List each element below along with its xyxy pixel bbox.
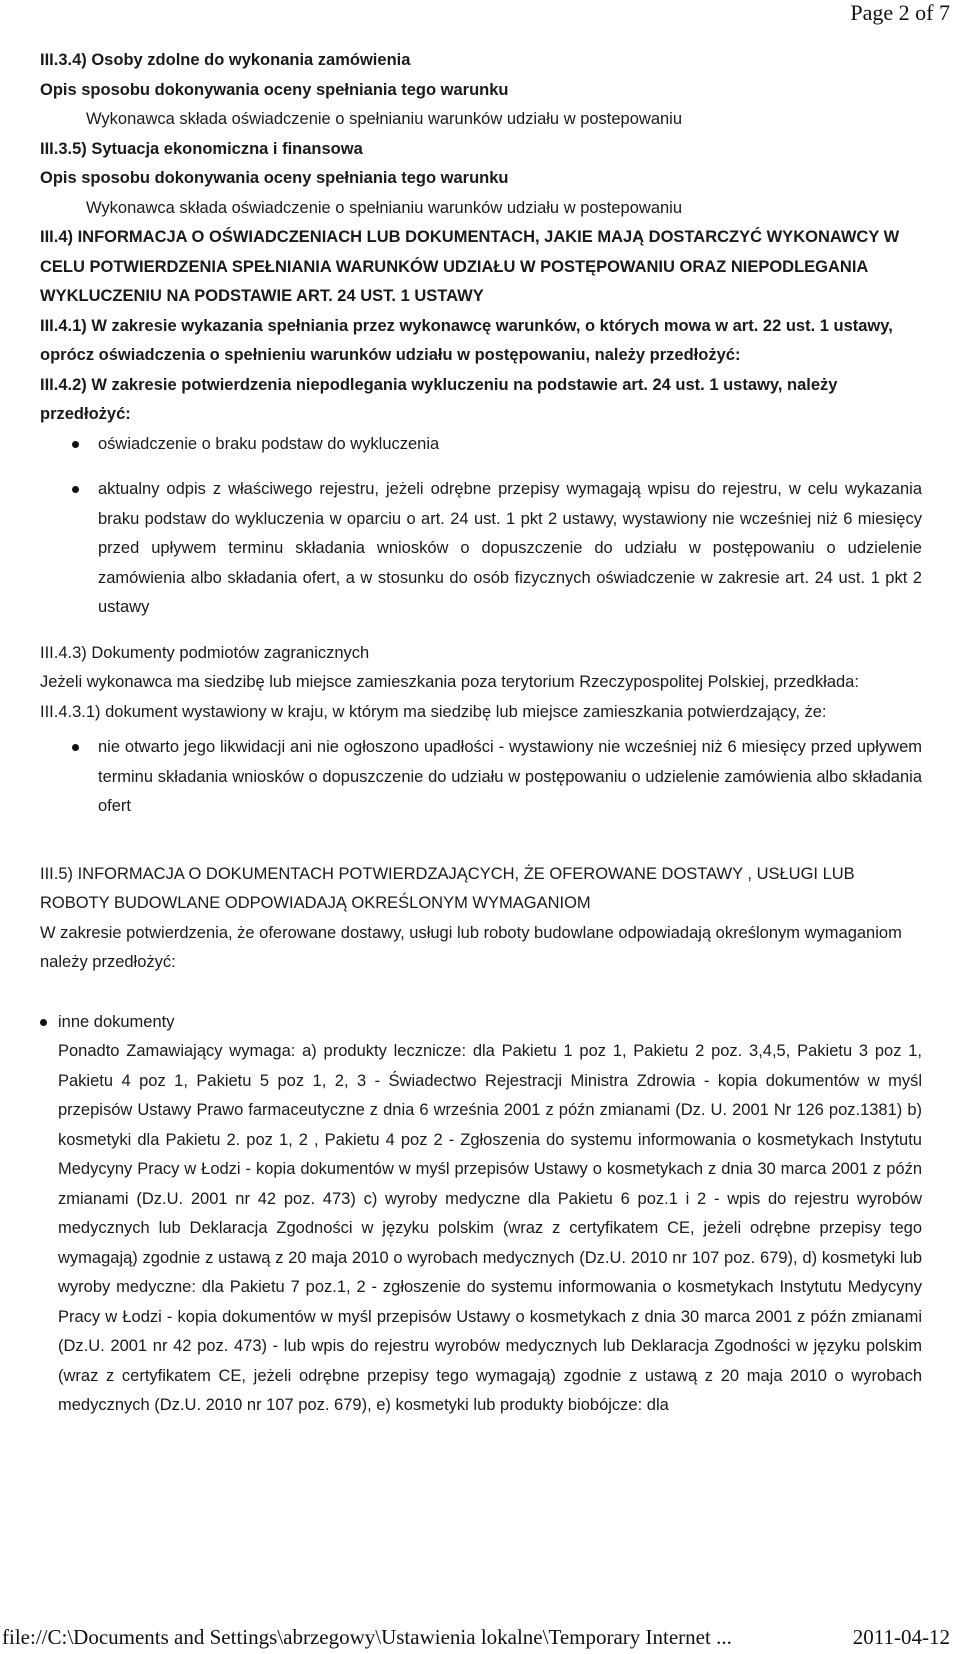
list-spacer — [40, 459, 922, 475]
subsection-iii-4-3-1-text: III.4.3.1) dokument wystawiony w kraju, w którym ma siedzibę lub miejsce zamieszkania potwierdzający, że: — [40, 702, 827, 721]
spacer — [40, 822, 922, 860]
section-subtitle-iii-3-4: Opis sposobu dokonywania oceny spełniania tego warunku — [40, 80, 509, 99]
list-item-text: Ponadto Zamawiający wymaga: a) produkty lecznicze: dla Pakietu 1 poz 1, Pakietu 2 poz. 3,4,5, Pakietu 3 poz 1, Pakietu 4 poz 1, Pakietu 5 poz 1, 2, 3 - Świadectwo Rejestracji Ministra Zdrowia - kopia dokumentów w myśl przepisów Ustawy Prawo farmaceutyczne z dnia 6 września 2001 z późn zmianami (Dz. U. 2001 Nr 126 poz.1381) b) kosmetyki dla Pakietu 2. poz 1, 2 , Pakietu 4 poz 2 - Zgłoszenia do systemu informowania o kosmetykach Instytutu Medycyny Pracy w Łodzi - kopia dokumentów w myśl przepisów Ustawy o kosmetykach z dnia 30 marca 2001 z późn zmianami (Dz.U. 2001 nr 42 poz. 473) c) wyroby medyczne dla Pakietu 6 poz.1 i 2 - wpis do rejestru wyrobów medycznych lub Deklaracja Zgodności w języku polskim (wraz z certyfikatem CE, jeżeli odrębne przepisy tego wymagają) zgodnie z ustawą z 20 maja 2010 o wyrobach medycznych (Dz.U. 2010 nr 107 poz. 679), d) kosmetyki lub wyroby medyczne: dla Pakietu 7 poz.1, 2 - zgłoszenie do systemu informowania o kosmetykach Instytutu Medycyny Pracy w Łodzi - kopia dokumentów w myśl przepisów Ustawy o kosmetykach z dnia 30 marca 2001 z późn zmianami (Dz.U. 2001 nr 42 poz. 473) - lub wpis do rejestru wyrobów medycznych lub Deklaracja Zgodności w języku polskim (wraz z certyfikatem CE, jeżeli odrębne przepisy tego wymagają) zgodnie z ustawą z 20 maja 2010 o wyrobach medycznych (Dz.U. 2010 nr 107 poz. 679), e) kosmetyki lub produkty biobójcze: dla — [58, 1042, 922, 1414]
list-iii-4-3-1 — [40, 733, 922, 822]
list-item: aktualny odpis z właściwego rejestru, jeżeli odrębne przepisy wymagają wpisu do rejestru, w celu wykazania braku podstaw do wykluczenia w oparciu o art. 24 ust. 1 pkt 2 ustawy, wystawiony nie wcześniej niż 6 miesięcy przed upływem terminu składania wniosków o dopuszczenie do udziału w postępowaniu o udzielenie zamówienia albo składania ofert, a w stosunku do osób fizycznych oświadczenie w zakresie art. 24 ust. 1 pkt 2 ustawy — [40, 475, 922, 623]
footer-date: 2011-04-12 — [852, 1625, 950, 1649]
subsection-iii-4-3-title: III.4.3) Dokumenty podmiotów zagranicznych — [40, 643, 370, 662]
list-item-label: inne dokumenty — [58, 1012, 175, 1031]
subsection-iii-4-1: III.4.1) W zakresie wykazania spełniania przez wykonawcę warunków, o których mowa w art. 22 ust. 1 ustawy, oprócz oświadczenia o spełnieniu warunków udziału w postępowaniu, należy przedłożyć: — [40, 316, 893, 364]
section-text-iii-3-4: Wykonawca składa oświadczenie o spełnianiu warunków udziału w postepowaniu — [86, 110, 683, 128]
subsection-iii-4-3-text: Jeżeli wykonawca ma siedzibę lub miejsce zamieszkania poza terytorium Rzeczypospolitej Polskiej, przedkłada: — [40, 673, 859, 691]
spacer — [40, 623, 922, 639]
footer-file-path: file://C:\Documents and Settings\abrzegowy\Ustawienia lokalne\Temporary Internet ... — [2, 1625, 732, 1649]
section-subtitle-iii-3-5: Opis sposobu dokonywania oceny spełniania tego warunku — [40, 169, 509, 187]
section-title-iii-5: III.5) INFORMACJA O DOKUMENTACH POTWIERDZAJĄCYCH, ŻE OFEROWANE DOSTAWY , USŁUGI LUB ROBOTY BUDOWLANE ODPOWIADAJĄ OKREŚLONYM WYMAGANIOM — [40, 864, 855, 912]
section-title-iii-3-5: III.3.5) Sytuacja ekonomiczna i finansowa — [40, 139, 363, 158]
section-text-iii-3-5: Wykonawca składa oświadczenie o spełnianiu warunków udziału w postepowaniu — [86, 198, 683, 217]
subsection-iii-4-2: III.4.2) W zakresie potwierdzenia niepodlegania wykluczeniu na podstawie art. 24 ust. 1 ustawy, należy przedłożyć: — [40, 375, 838, 423]
page-number: Page 2 of 7 — [850, 0, 950, 25]
list-item: oświadczenie o braku podstaw do wykluczenia — [40, 430, 922, 460]
list-item: nie otwarto jego likwidacji ani nie ogłoszono upadłości - wystawiony nie wcześniej niż 6 miesięcy przed upływem terminu składania wniosków o dopuszczenie do udziału w postępowaniu o udzielenie zamówienia albo składania ofert — [40, 733, 922, 822]
bullet-icon — [40, 1019, 47, 1026]
list-item — [40, 1008, 922, 1421]
spacer — [40, 978, 922, 1008]
list-iii-4-2 — [40, 430, 922, 623]
section-title-iii-3-4: III.3.4) Osoby zdolne do wykonania zamówienia — [40, 51, 411, 69]
section-title-iii-4: III.4) INFORMACJA O OŚWIADCZENIACH LUB DOKUMENTACH, JAKIE MAJĄ DOSTARCZYĆ WYKONAWCY W CELU POTWIERDZENIA SPEŁNIANIA WARUNKÓW UDZIAŁU W POSTĘPOWANIU ORAZ NIEPODLEGANIA WYKLUCZENIU NA PODSTAWIE ART. 24 UST. 1 USTAWY — [40, 228, 900, 305]
bullet-icon — [72, 744, 79, 751]
section-text-iii-5: W zakresie potwierdzenia, że oferowane dostawy, usługi lub roboty budowlane odpowiadają określonym wymaganiom należy przedłożyć: — [40, 923, 902, 971]
document-body — [40, 46, 922, 1421]
list-iii-5 — [40, 1008, 922, 1421]
bullet-icon — [72, 486, 79, 493]
bullet-icon — [72, 441, 79, 448]
